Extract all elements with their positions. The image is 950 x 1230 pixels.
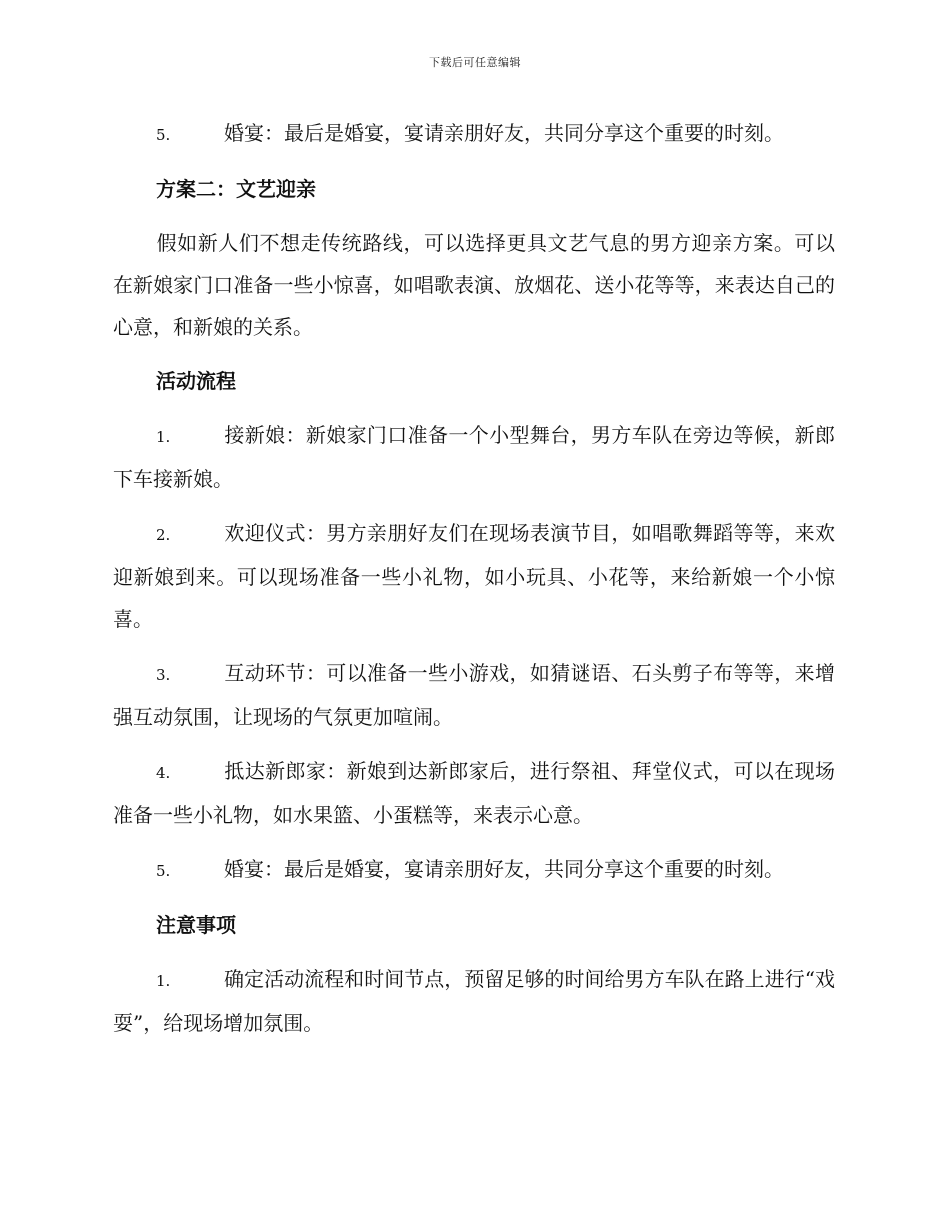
list-item-text: 确定活动流程和时间节点，预留足够的时间给男方车队在路上进行“戏耍”，给现场增加氛围。 [113,967,835,1035]
list-item [113,750,835,836]
list-item-number: 5. [156,862,171,880]
document-body [113,112,835,1044]
section-heading: 注意事项 [156,913,236,937]
list-item-number: 1. [156,972,171,990]
section-heading: 活动流程 [156,369,236,393]
list-item-text: 欢迎仪式：男方亲朋好友们在现场表演节目，如唱歌舞蹈等等，来欢迎新娘到来。可以现场准备一些小礼物，如小玩具、小花等，来给新娘一个小惊喜。 [113,521,835,631]
list-item-text: 接新娘：新娘家门口准备一个小型舞台，男方车队在旁边等候，新郎下车接新娘。 [113,423,835,491]
body-paragraph [113,222,835,348]
list-item [113,112,835,156]
list-item [113,652,835,738]
list-item [113,512,835,640]
section-heading: 方案二：文艺迎亲 [156,177,316,201]
list-item [113,958,835,1044]
list-item-text: 婚宴：最后是婚宴，宴请亲朋好友，共同分享这个重要的时刻。 [224,121,784,145]
header-note: 下载后可任意编辑 [429,56,521,69]
list-item-number: 3. [156,666,171,684]
list-item-number: 4. [156,764,171,782]
list-item [113,848,835,892]
list-item-text: 互动环节：可以准备一些小游戏，如猜谜语、石头剪子布等等，来增强互动氛围，让现场的气氛更加喧闹。 [113,661,835,729]
paragraph-text: 假如新人们不想走传统路线，可以选择更具文艺气息的男方迎亲方案。可以在新娘家门口准备一些小惊喜，如唱歌表演、放烟花、送小花等等，来表达自己的心意，和新娘的关系。 [113,231,835,339]
list-item-number: 1. [156,428,171,446]
list-item [113,414,835,500]
list-item-number: 5. [156,126,171,144]
list-item-number: 2. [156,526,171,544]
list-item-text: 婚宴：最后是婚宴，宴请亲朋好友，共同分享这个重要的时刻。 [224,857,784,881]
list-item-text: 抵达新郎家：新娘到达新郎家后，进行祭祖、拜堂仪式，可以在现场准备一些小礼物，如水果篮、小蛋糕等，来表示心意。 [113,759,835,827]
